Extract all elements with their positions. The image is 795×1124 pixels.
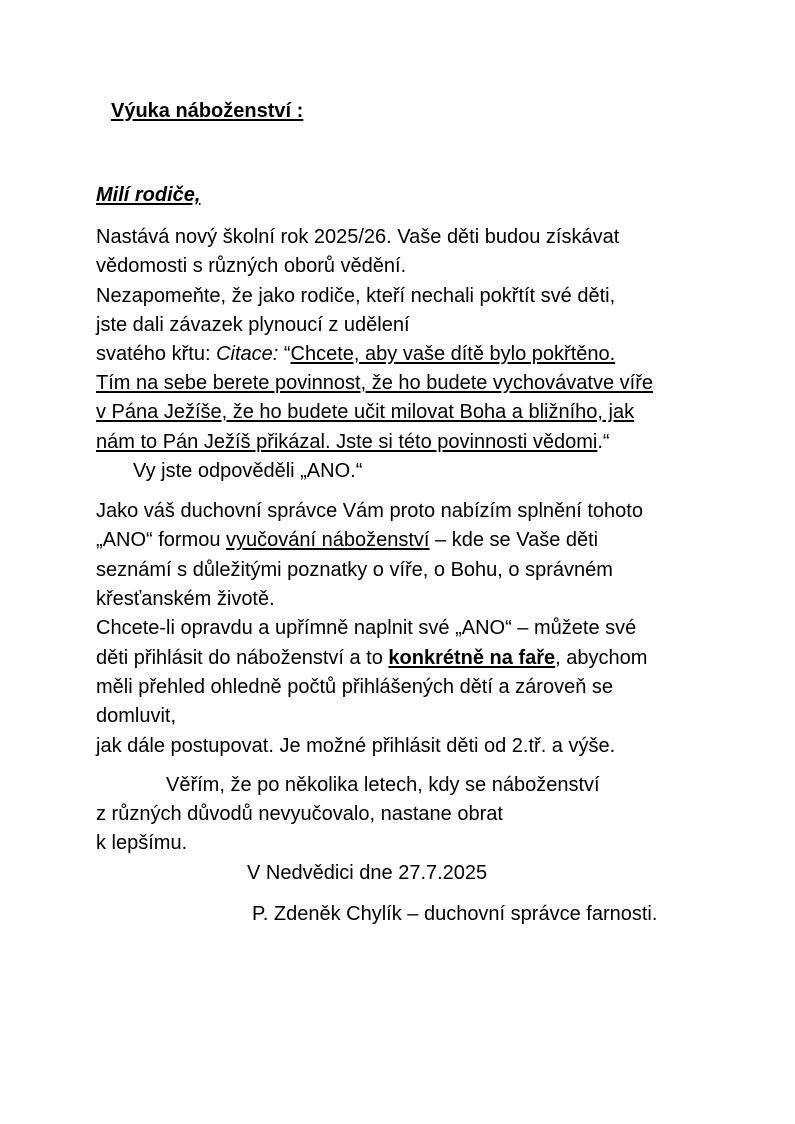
text-span: děti přihlásit do náboženství a to <box>96 647 389 669</box>
religious-education-emphasis: vyučování náboženství <box>226 529 430 551</box>
paragraph-line: k lepšímu. <box>96 832 188 854</box>
paragraph-line: domluvit, <box>96 705 177 727</box>
citation-label: Citace: <box>216 343 279 365</box>
signature: P. Zdeněk Chylík – duchovní správce farnosti. <box>252 903 658 925</box>
paragraph-line: Nastává nový školní rok 2025/26. Vaše děti budou získávat <box>96 226 620 248</box>
paragraph-line <box>96 526 598 555</box>
paragraph-line: Jako váš duchovní správce Vám proto nabízím splnění tohoto <box>96 500 643 522</box>
paragraph-line: křesťanském životě. <box>96 588 275 610</box>
paragraph-line: Věřím, že po několika letech, kdy se náboženství <box>166 774 600 796</box>
text-span: svatého křtu: <box>96 343 217 365</box>
parish-emphasis: konkrétně na faře <box>388 647 556 669</box>
paragraph-line: Nezapomeňte, že jako rodiče, kteří nechali pokřtít své děti, <box>96 285 616 307</box>
paragraph-line <box>96 428 610 457</box>
paragraph-line: jste dali závazek plynoucí z udělení <box>96 314 410 336</box>
paragraph-line: Vy jste odpověděli „ANO.“ <box>133 460 363 482</box>
baptism-quote-line: v Pána Ježíše, že ho budete učit milovat Boha a bližního, jak <box>96 401 635 423</box>
paragraph-line: vědomosti s různých oborů vědění. <box>96 255 407 277</box>
baptism-quote-end: nám to Pán Ježíš přikázal. Jste si této povinnosti vědomi <box>96 431 598 453</box>
paragraph-line: měli přehled ohledně počtů přihlášených dětí a zároveň se <box>96 676 613 698</box>
open-quote: “ <box>278 343 291 365</box>
text-span: „ANO“ formou <box>96 529 227 551</box>
close-quote: .“ <box>597 431 610 453</box>
text-span: , abychom <box>555 647 648 669</box>
paragraph-line: z různých důvodů nevyučovalo, nastane obrat <box>96 803 503 825</box>
paragraph-line: Chcete-li opravdu a upřímně naplnit své „ANO“ – můžete své <box>96 617 637 639</box>
greeting: Milí rodiče, <box>96 184 201 206</box>
baptism-quote: Chcete, aby vaše dítě bylo pokřtěno. <box>290 343 616 365</box>
paragraph-line: jak dále postupovat. Je možné přihlásit děti od 2.tř. a výše. <box>96 735 616 757</box>
baptism-quote-line: Tím na sebe berete povinnost, že ho budete vychovávatve víře <box>96 372 653 394</box>
paragraph-line <box>96 340 615 369</box>
document-title: Výuka náboženství : <box>111 100 304 122</box>
paragraph-line <box>96 644 647 673</box>
place-and-date: V Nedvědici dne 27.7.2025 <box>247 862 488 884</box>
paragraph-line: seznámí s důležitými poznatky o víře, o Bohu, o správném <box>96 559 613 581</box>
text-span: – kde se Vaše děti <box>429 529 599 551</box>
